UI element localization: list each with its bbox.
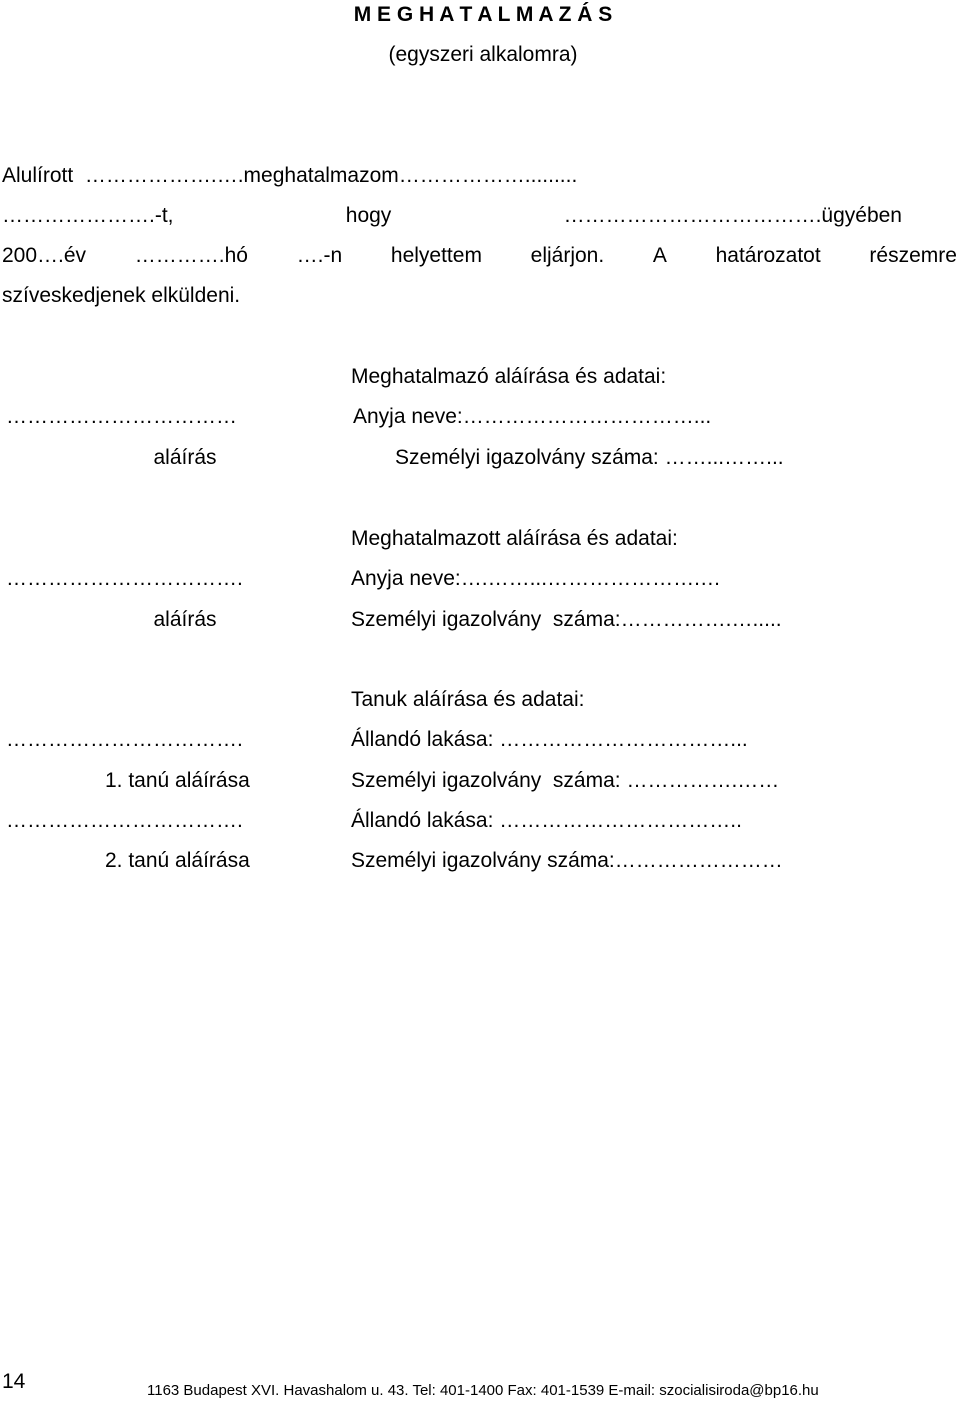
- witness-1-signature-line: …………………………….: [6, 728, 243, 751]
- body-line-2: [2, 203, 902, 229]
- document-subtitle: (egyszeri alkalomra): [388, 43, 578, 66]
- body-word: helyettem: [390, 244, 482, 267]
- body-word: ……………….….meghatalmazom……………….........: [84, 164, 578, 187]
- document-title: M E G H A T A L M A Z Á S: [353, 3, 613, 26]
- agent-id-number: Személyi igazolvány száma:…………….….....: [351, 608, 782, 631]
- body-word: ………………….-t,: [2, 204, 174, 227]
- body-word: eljárjon.: [530, 244, 605, 267]
- witness-1-id-number: Személyi igazolvány száma: …………….……: [351, 769, 780, 792]
- witness-2-id-number: Személyi igazolvány száma:……………………: [351, 849, 783, 872]
- principal-signature-label: aláírás: [153, 446, 217, 469]
- agent-heading: Meghatalmazott aláírása és adatai:: [351, 527, 678, 550]
- body-word: ….-n: [296, 244, 343, 267]
- body-line-4: szíveskedjenek elküldeni.: [2, 284, 241, 307]
- witness-2-signature-line: …………………………….: [6, 809, 243, 832]
- body-line-3: [2, 243, 957, 269]
- body-line-1: [2, 163, 577, 189]
- witness-2-address: Állandó lakása: ……………………………..: [351, 809, 742, 832]
- agent-signature-line: …………………………….: [6, 567, 243, 590]
- principal-id-number: Személyi igazolvány száma: ……...……...: [395, 446, 784, 469]
- witness-2-signature-label: 2. tanú aláírása: [105, 849, 250, 872]
- body-word: ………….hó: [134, 244, 248, 267]
- witness-1-signature-label: 1. tanú aláírása: [105, 769, 250, 792]
- body-word: Alulírott: [2, 164, 74, 187]
- principal-heading: Meghatalmazó aláírása és adatai:: [351, 365, 667, 388]
- body-word: részemre: [869, 244, 957, 267]
- body-word: A: [652, 244, 667, 267]
- witness-1-address: Állandó lakása: ……………………………...: [351, 728, 748, 751]
- page-number: 14: [2, 1370, 26, 1393]
- principal-signature-line: ……………………………: [6, 405, 237, 428]
- witnesses-heading: Tanuk aláírása és adatai:: [351, 688, 585, 711]
- principal-mother-name: Anyja neve:……………………………...: [353, 405, 712, 428]
- footer-address: 1163 Budapest XVI. Havashalom u. 43. Tel: 401-1400 Fax: 401-1539 E-mail: szocialisiroda@bp16.hu: [147, 1382, 819, 1399]
- body-word: ……………………………….ügyében: [563, 204, 902, 227]
- body-word: 200….év: [2, 244, 87, 267]
- agent-mother-name: Anyja neve:….……...………………….…: [351, 567, 721, 590]
- agent-signature-label: aláírás: [153, 608, 217, 631]
- body-word: határozatot: [715, 244, 821, 267]
- body-word: hogy: [345, 204, 392, 227]
